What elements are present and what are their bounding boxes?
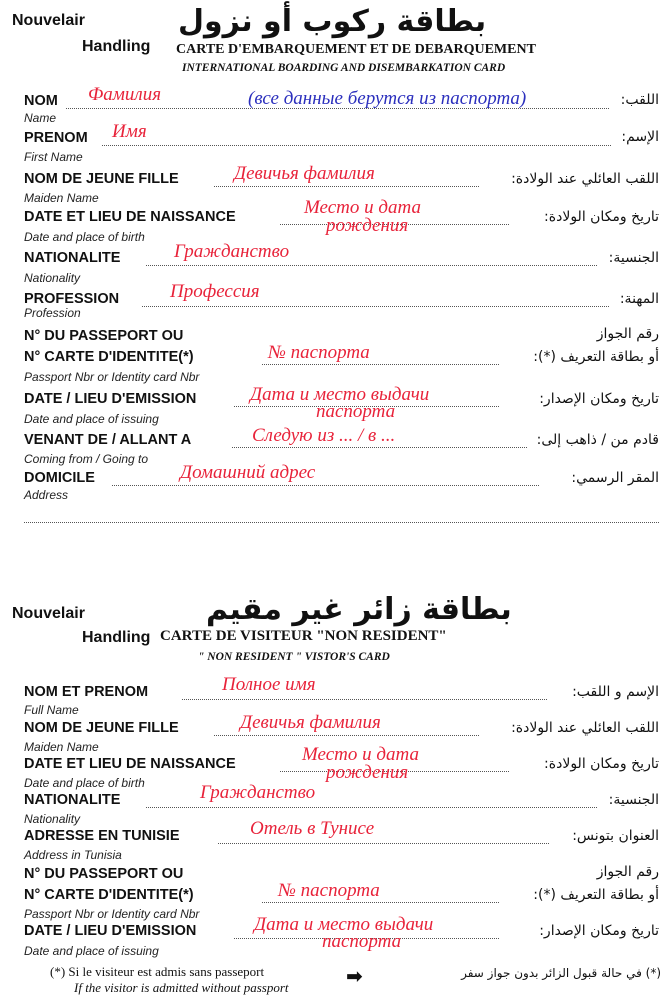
label-ar: تاريخ ومكان الولادة:: [544, 756, 659, 772]
label-en: Date and place of birth: [24, 230, 145, 244]
label-en: Date and place of birth: [24, 776, 145, 790]
fill-line[interactable]: [112, 485, 539, 486]
label-en: Date and place of issuing: [24, 412, 159, 426]
label-fr: DOMICILE: [24, 470, 95, 486]
label-en: Profession: [24, 306, 81, 320]
handwritten-hint: Полное имя: [222, 674, 316, 695]
label-fr: NATIONALITE: [24, 250, 121, 266]
fill-line[interactable]: [214, 186, 479, 187]
label-fr: PRENOM: [24, 130, 88, 146]
label-en: First Name: [24, 150, 83, 164]
label-ar: تاريخ ومكان الولادة:: [544, 209, 659, 225]
fill-line[interactable]: [182, 699, 547, 700]
handwritten-hint: паспорта: [322, 931, 402, 952]
brand-name: Nouvelair: [12, 605, 85, 622]
fill-line[interactable]: [218, 843, 549, 844]
handwritten-note: (все данные берутся из паспорта): [248, 88, 527, 109]
label-en: Date and place of issuing: [24, 944, 159, 958]
label-fr: NOM ET PRENOM: [24, 684, 149, 700]
label-ar: رقم الجواز: [596, 326, 659, 342]
footnote-arabic: (*) في حالة قبول الزائر بدون جواز سفر: [461, 966, 661, 980]
label-ar: الجنسية:: [608, 250, 659, 266]
label-en: Address in Tunisia: [24, 848, 122, 862]
brand-subname: Handling: [82, 38, 151, 55]
fill-line[interactable]: [262, 902, 499, 903]
fill-line[interactable]: [142, 306, 609, 307]
handwritten-hint: Следую из ... / в ...: [252, 425, 396, 446]
handwritten-hint: Фамилия: [88, 84, 162, 105]
label-fr: N° DU PASSEPORT OU: [24, 866, 184, 882]
card-title-arabic: بطاقة ركوب أو نزول: [178, 4, 487, 39]
label-en: Maiden Name: [24, 740, 99, 754]
label-ar: الإسم و اللقب:: [572, 684, 659, 700]
label-ar: العنوان بتونس:: [572, 828, 659, 844]
arrow-right-icon: ➡: [346, 964, 363, 988]
handwritten-hint: Имя: [112, 121, 147, 142]
visitor-card: [0, 590, 667, 1000]
handwritten-hint: Гражданство: [200, 782, 316, 803]
label-en: Name: [24, 111, 57, 125]
label-ar: تاريخ ومكان الإصدار:: [539, 391, 659, 407]
label-fr: NOM DE JEUNE FILLE: [24, 171, 179, 187]
brand-name: Nouvelair: [12, 12, 85, 29]
handwritten-hint: Девичья фамилия: [240, 712, 381, 733]
handwritten-hint: Отель в Тунисе: [250, 818, 375, 839]
label-fr: PROFESSION: [24, 291, 120, 307]
card-title-french: CARTE DE VISITEUR "NON RESIDENT": [160, 628, 447, 644]
label-ar: اللقب العائلي عند الولادة:: [511, 720, 659, 736]
handwritten-hint: Дата и место выдачи: [250, 384, 430, 405]
label-ar: أو بطاقة التعريف (*):: [533, 349, 659, 365]
footnote-french: (*) Si le visiteur est admis sans passeport: [50, 964, 265, 979]
label-ar: قادم من / ذاهب إلى:: [536, 432, 659, 448]
label-fr: NOM DE JEUNE FILLE: [24, 720, 179, 736]
handwritten-hint: Гражданство: [174, 241, 290, 262]
label-ar: الإسم:: [621, 129, 659, 145]
handwritten-hint: Место и дата: [302, 744, 419, 765]
fill-line[interactable]: [232, 447, 527, 448]
handwritten-hint: паспорта: [316, 401, 396, 422]
label-fr: DATE / LIEU D'EMISSION: [24, 923, 197, 939]
card-title-french: CARTE D'EMBARQUEMENT ET DE DEBARQUEMENT: [176, 42, 536, 57]
label-fr: N° CARTE D'IDENTITE(*): [24, 887, 194, 903]
label-ar: تاريخ ومكان الإصدار:: [539, 923, 659, 939]
label-ar: المهنة:: [619, 291, 659, 307]
fill-line[interactable]: [214, 735, 479, 736]
label-ar: اللقب:: [620, 92, 659, 108]
address-extra-line[interactable]: [24, 522, 659, 523]
handwritten-hint: Дата и место выдачи: [254, 914, 434, 935]
fill-line[interactable]: [262, 364, 499, 365]
label-en: Passport Nbr or Identity card Nbr: [24, 370, 200, 384]
card-title-english: INTERNATIONAL BOARDING AND DISEMBARKATION CARD: [182, 62, 506, 74]
label-en: Nationality: [24, 812, 81, 826]
label-en: Nationality: [24, 271, 81, 285]
label-fr: NATIONALITE: [24, 792, 121, 808]
label-fr: N° DU PASSEPORT OU: [24, 328, 184, 344]
label-fr: NOM: [24, 93, 58, 109]
label-ar: الجنسية:: [608, 792, 659, 808]
handwritten-hint: рождения: [326, 762, 409, 783]
label-en: Full Name: [24, 703, 79, 717]
label-ar: أو بطاقة التعريف (*):: [533, 887, 659, 903]
brand-subname: Handling: [82, 629, 151, 646]
label-en: Address: [24, 488, 69, 502]
handwritten-hint: Девичья фамилия: [234, 163, 375, 184]
label-fr: DATE / LIEU D'EMISSION: [24, 391, 197, 407]
handwritten-hint: рождения: [326, 215, 409, 236]
label-en: Maiden Name: [24, 191, 99, 205]
card-title-english: " NON RESIDENT " VISTOR'S CARD: [198, 651, 390, 663]
handwritten-hint: № паспорта: [278, 880, 380, 901]
label-ar: المقر الرسمي:: [571, 470, 659, 486]
label-fr: VENANT DE / ALLANT A: [24, 432, 192, 448]
label-fr: DATE ET LIEU DE NAISSANCE: [24, 756, 236, 772]
label-fr: DATE ET LIEU DE NAISSANCE: [24, 209, 236, 225]
handwritten-hint: Место и дата: [304, 197, 421, 218]
fill-line[interactable]: [102, 145, 611, 146]
label-ar: اللقب العائلي عند الولادة:: [511, 171, 659, 187]
handwritten-hint: Домашний адрес: [180, 462, 316, 483]
label-ar: رقم الجواز: [596, 864, 659, 880]
label-en: Passport Nbr or Identity card Nbr: [24, 907, 200, 921]
handwritten-hint: Профессия: [170, 281, 260, 302]
label-fr: N° CARTE D'IDENTITE(*): [24, 349, 194, 365]
label-fr: ADRESSE EN TUNISIE: [24, 828, 180, 844]
fill-line[interactable]: [146, 807, 597, 808]
footnote-english: If the visitor is admitted without passport: [74, 980, 289, 995]
label-en: Coming from / Going to: [24, 452, 149, 466]
handwritten-hint: № паспорта: [268, 342, 370, 363]
card-title-arabic: بطاقة زائر غير مقيم: [206, 592, 512, 627]
fill-line[interactable]: [146, 265, 597, 266]
